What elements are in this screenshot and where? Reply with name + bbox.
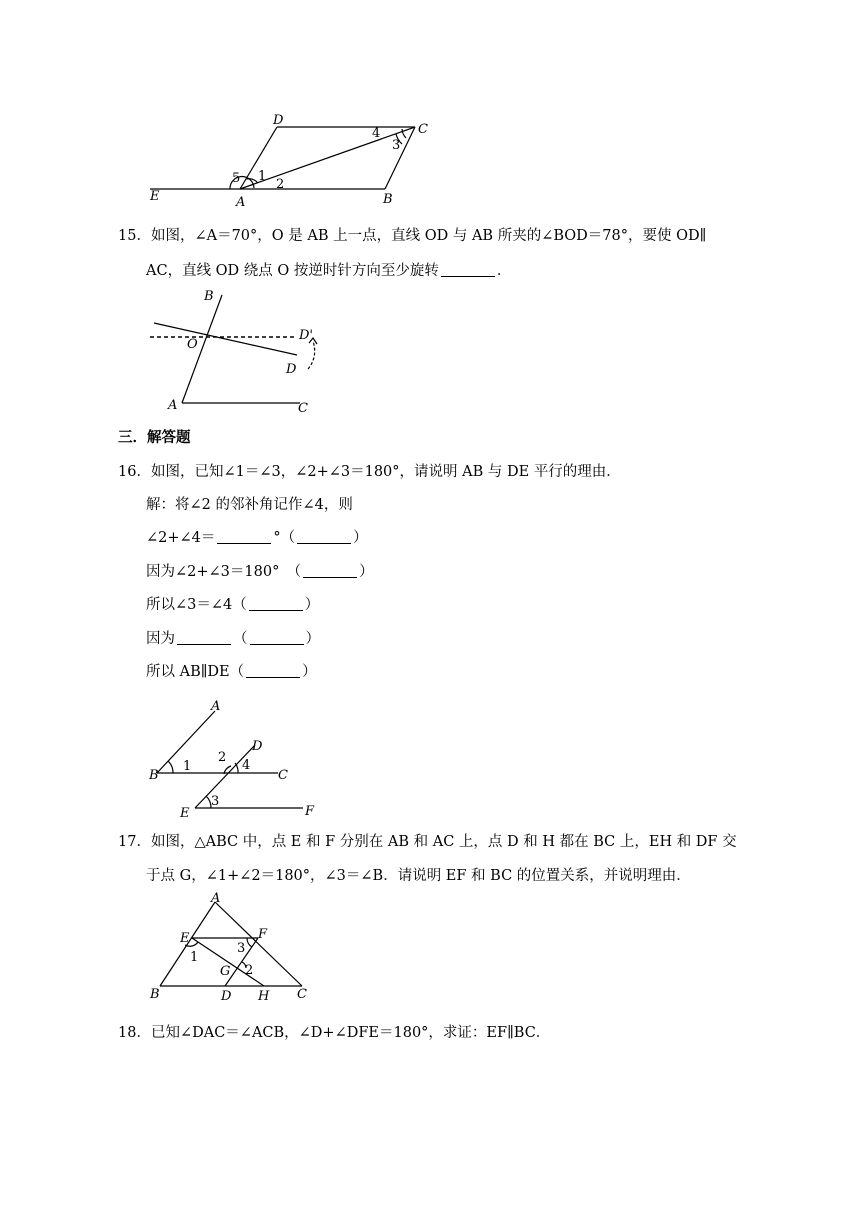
q16-row1-text: ∠2+∠4＝ [146,530,216,546]
answer-blank[interactable] [441,262,495,277]
reason-blank[interactable] [250,630,304,645]
q16-label-2: 2 [218,750,227,765]
q14-label-A: A [236,195,246,210]
q14-label-B: B [383,192,393,207]
q15-label-Dprime: D' [299,328,313,343]
q16-row2-text: 因为∠2+∠3＝180° （ [146,564,302,580]
q14-label-2: 2 [276,177,285,192]
q15-label-D: D [286,362,297,377]
q17-line2: 于点 G，∠1+∠2＝180°，∠3＝∠B．请说明 EF 和 BC 的位置关系，并说明理由． [146,868,691,884]
q14-label-C: C [418,122,428,137]
reason-blank[interactable] [297,529,351,544]
answer-blank[interactable] [217,529,271,544]
q17-label-A: A [211,891,221,906]
q16-row5-text: 所以 AB∥DE（ [146,664,245,680]
q15-label-O: O [187,337,198,352]
q16-row1 [146,528,368,548]
q14-label-4: 4 [372,126,381,141]
q16-row4 [146,629,320,649]
q15-figure [140,285,340,417]
q16-label-B: B [149,768,159,783]
q15-line1: 15．如图，∠A＝70°，O 是 AB 上一点，直线 OD 与 AB 所夹的∠BOD＝78°，要使 OD∥ [118,228,707,244]
q16-figure [145,695,325,820]
q18-line1: 18．已知∠DAC＝∠ACB，∠D+∠DFE＝180°，求证：EF∥BC． [118,1025,551,1041]
q16-label-F: F [305,804,315,819]
q16-label-1: 1 [183,759,192,774]
q15-line2-end: ． [496,263,512,279]
q17-label-1: 1 [190,950,199,965]
q16-row4-text: 因为 [146,631,175,647]
q16-row4-mid: （ [233,631,248,647]
q14-label-3: 3 [392,138,401,153]
q17-label-E: E [180,931,190,946]
reason-blank[interactable] [249,596,303,611]
q16-row3-end: ） [304,597,320,613]
q16-label-C: C [278,768,288,783]
q16-label-4: 4 [242,758,251,773]
q14-label-D: D [273,113,284,128]
reason-blank[interactable] [246,663,300,678]
q16-label-A: A [211,699,221,714]
q16-row4-end: ） [305,631,320,647]
q17-label-H: H [258,989,270,1004]
q15-line2-text: AC，直线 OD 绕点 O 按逆时针方向至少旋转 [146,263,439,279]
q17-label-B: B [150,987,160,1002]
q16-row2-end: ） [359,564,374,580]
q17-label-D: D [221,989,232,1004]
q16-row3 [146,595,319,615]
q16-row5-end: ） [302,664,317,680]
q15-label-A: A [168,398,178,413]
q16-row1-mid: °（ [273,530,296,546]
q17-label-3: 3 [237,941,246,956]
q15-label-C: C [298,401,308,416]
q17-label-G: G [220,964,231,979]
q16-label-3: 3 [211,794,220,809]
q16-label-D: D [252,739,263,754]
q14-figure [140,110,440,210]
q16-row1-end: ） [353,530,368,546]
reason-blank[interactable] [303,563,357,578]
q17-label-F: F [258,927,268,942]
answer-blank[interactable] [177,630,231,645]
q17-line1: 17．如图，△ABC 中，点 E 和 F 分别在 AB 和 AC 上，点 D 和 H 都在 BC 上，EH 和 DF 交 [118,834,737,850]
q16-row2 [146,562,374,582]
q17-figure [140,890,320,1005]
q16-line1: 16．如图，已知∠1＝∠3，∠2+∠3＝180°，请说明 AB 与 DE 平行的理由． [118,464,621,480]
q16-solution: 解：将∠2 的邻补角记作∠4，则 [146,497,353,513]
q14-label-5: 5 [232,171,241,186]
q16-row5 [146,662,317,682]
q17-label-C: C [297,987,307,1002]
q14-label-1: 1 [258,169,267,184]
q15-label-B: B [204,289,214,304]
section-title: 三．解答题 [118,429,191,446]
q16-label-E: E [180,806,190,820]
q14-label-E: E [150,189,160,204]
q17-label-2: 2 [245,963,254,978]
q16-row3-text: 所以∠3＝∠4（ [146,597,247,613]
q15-line2 [146,261,511,281]
